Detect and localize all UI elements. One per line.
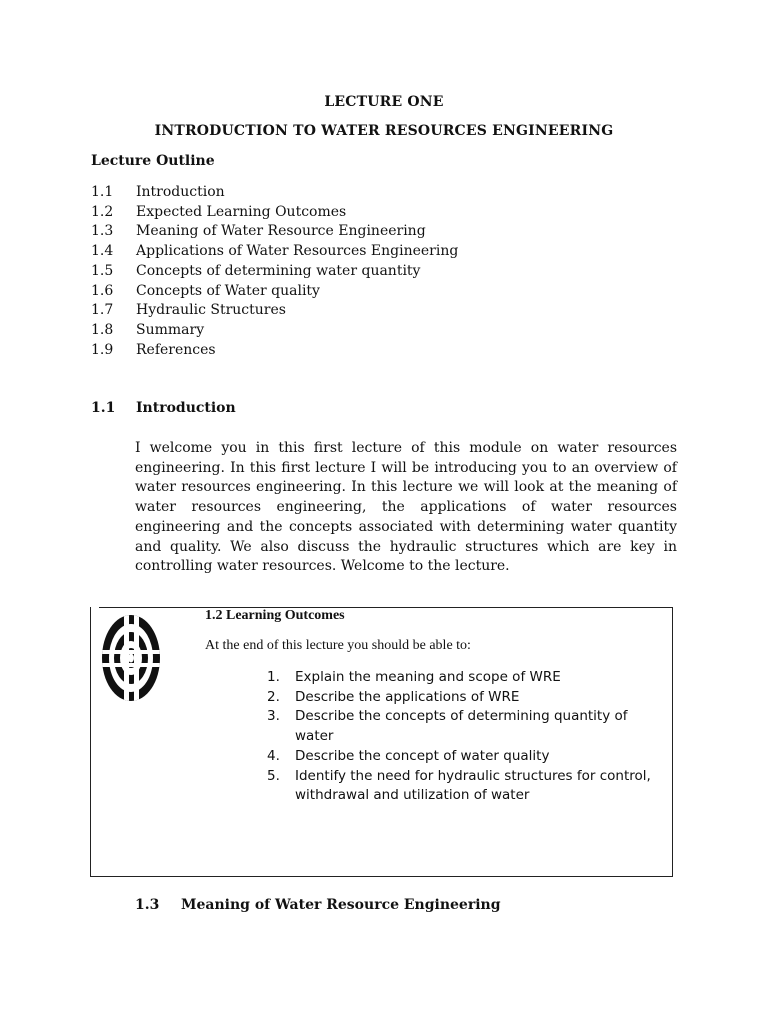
outline-item-label: Hydraulic Structures [136, 302, 286, 319]
section-heading-meaning [135, 897, 500, 913]
outline-heading: Lecture Outline [91, 153, 215, 169]
outline-item [91, 301, 458, 321]
outcome-number: 3. [267, 708, 280, 725]
outline-item-number: 1.1 [91, 184, 114, 200]
box-corner-notch [91, 607, 99, 617]
outcome-number: 5. [267, 767, 280, 784]
outline-item-number: 1.3 [91, 223, 114, 240]
outline-item-number: 1.9 [91, 341, 114, 358]
outline-item-number: 1.7 [91, 302, 114, 319]
outcome-item [267, 688, 657, 708]
outline-item [91, 321, 458, 341]
outline-item [91, 242, 458, 262]
introduction-paragraph: I welcome you in this first lecture of this module on water resources engineering. In this first lecture I will be introducing you to an overview of water resources engineering. In this lecture we will look at the meaning of water resources engineering, the applications of water resources engineering and the concepts associated with determining water quantity and quality. We also discuss the hydraulic structures which are key in controlling water resources. Welcome to the lecture. [135, 440, 677, 575]
outline-item-label: Applications of Water Resources Engineering [136, 243, 459, 260]
section-number: 1.3 [135, 897, 160, 913]
outcome-item [267, 747, 657, 767]
target-icon [99, 612, 163, 708]
outcome-item [267, 668, 657, 688]
outline-item-label: Concepts of Water quality [136, 282, 320, 299]
section-heading-introduction [91, 400, 236, 416]
outcome-number: 1. [267, 669, 280, 685]
outcome-text: Describe the applications of WRE [295, 688, 520, 705]
outline-item [91, 222, 458, 242]
outcome-text: Describe the concept of water quality [295, 747, 550, 764]
learning-outcomes-box [90, 607, 673, 877]
outline-item [91, 183, 458, 203]
learning-outcomes-intro: At the end of this lecture you should be able to: [205, 638, 471, 653]
outline-item-number: 1.8 [91, 321, 114, 338]
learning-outcomes-list [267, 668, 657, 806]
outcome-text: Identify the need for hydraulic structures for control, withdrawal and utilization of water [295, 767, 651, 804]
outline-item [91, 341, 458, 361]
outcome-number: 4. [267, 747, 280, 764]
outline-item-label: Summary [136, 321, 205, 338]
outline-item-number: 1.5 [91, 262, 114, 279]
outcome-item [267, 767, 657, 806]
outline-item-number: 1.6 [91, 282, 114, 299]
outline-item-label: Concepts of determining water quantity [136, 262, 421, 279]
outline-item-label: Introduction [136, 184, 225, 200]
outcome-text: Explain the meaning and scope of WRE [295, 669, 561, 685]
outline-item-number: 1.4 [91, 243, 114, 260]
section-title: Introduction [136, 400, 236, 416]
outline-item-label: Expected Learning Outcomes [136, 203, 347, 220]
outline-item-number: 1.2 [91, 203, 114, 220]
outcome-item [267, 707, 657, 746]
outcome-number: 2. [267, 688, 280, 705]
lecture-number: LECTURE ONE [324, 94, 444, 110]
section-title: Meaning of Water Resource Engineering [181, 897, 501, 913]
lecture-title: INTRODUCTION TO WATER RESOURCES ENGINEERING [154, 123, 614, 139]
outline-item [91, 282, 458, 302]
outline-item [91, 203, 458, 223]
outline-list [91, 183, 458, 360]
outline-item-label: Meaning of Water Resource Engineering [136, 223, 426, 240]
outcome-text: Describe the concepts of determining quantity of water [295, 708, 628, 745]
learning-outcomes-title: 1.2 Learning Outcomes [205, 608, 345, 623]
section-number: 1.1 [91, 400, 116, 416]
outline-item [91, 262, 458, 282]
outline-item-label: References [136, 341, 216, 358]
